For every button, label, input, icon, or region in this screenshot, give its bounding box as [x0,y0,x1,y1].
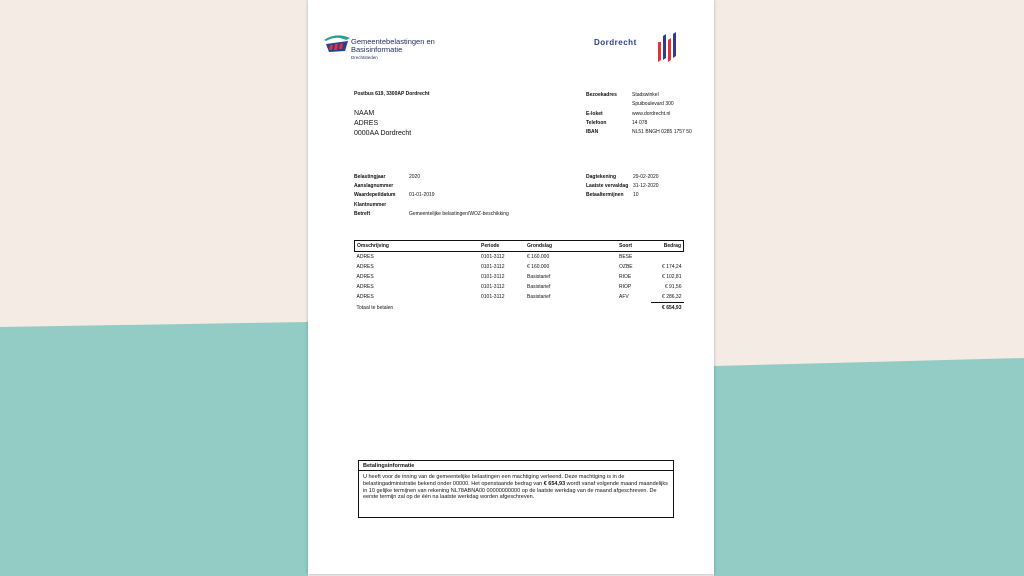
meta-value: 10 [633,192,639,198]
table-cell: ADRES [356,274,374,280]
column-header: Soort [617,241,651,252]
contact-label: Bezoekadres [586,92,617,98]
boat-logo-icon [322,32,352,56]
table-cell: Basistarief [527,284,551,290]
meta-label: Betreft [354,211,371,217]
table-cell: Basistarief [527,294,551,301]
table-cell: 0101-3112 [481,274,505,280]
table-cell: OZBE [619,264,633,270]
meta-value: 2020 [409,174,421,180]
table-cell: € 102,81 [662,274,682,280]
meta-label: Belastingjaar [354,174,386,180]
contact-value: NL51 BNGH 0285 1757 50 [632,129,692,135]
table-cell: ADRES [356,264,374,270]
payment-text-part1: U heeft voor de inning van de gemeentelijke belastingen een machtiging verleend. Deze machtiging is in de belastingadministratie bekend onder 00000. Het openstaande bedrag van [363,474,625,487]
payment-amount: € 654,93 [543,480,566,487]
meta-label: Waardepeildatum [354,192,396,198]
table-row [355,272,684,282]
meta-label: Aanslagnummer [354,183,394,189]
sender-address: Postbus 619, 3300AP Dordrecht [354,91,430,97]
gbd-logo-text [351,38,435,54]
table-row [355,282,684,292]
meta-value: Gemeentelijke belastingen/WOZ-beschikking [409,211,509,217]
table-cell: BESE [619,254,633,260]
table-cell: € 91,56 [664,284,682,290]
meta-value: 01-01-2019 [409,192,435,198]
total-label: Totaal te betalen [356,304,394,311]
recipient-postal: 0000AA Dordrecht [354,130,412,137]
table-cell: RIOE [619,274,632,280]
payment-text-part2: wordt vanaf volgende maand maandelijks in 10 gelijke termijnen van rekening NL78ABNA00 00000000000 op de laatste werkdag van de maand afgeschreven. De eerste termijn zal op de één na laatste werkdag worden afgeschreven. [363,480,668,501]
table-cell: € 160.000 [527,264,550,270]
table-row [355,262,684,272]
total-value: € 654,93 [662,305,682,311]
meta-label: Klantnummer [354,202,387,208]
gbd-logo-line1: Gemeentebelastingen en [351,37,435,46]
contact-value: www.dordrecht.nl [632,111,671,117]
gbd-logo-line2: Basisinformatie [351,45,403,54]
meta-value: 31-12-2020 [633,183,659,189]
table-cell: ADRES [356,254,374,260]
column-header: Grondslag [525,241,617,252]
meta-label: Dagtekening [586,174,617,180]
table-header-row [355,241,684,252]
table-cell: ADRES [356,284,374,290]
recipient-address: ADRES [354,120,379,127]
table-cell: 0101-3112 [481,284,505,290]
meta-label: Betaaltermijnen [586,192,624,198]
dordrecht-logo [594,30,684,62]
dordrecht-flag-icon [654,30,682,62]
dordrecht-logo-text: Dordrecht [594,38,637,47]
contact-label: E-loket [586,111,603,117]
contact-value: 14 078 [632,120,648,126]
contact-label: Telefoon [586,120,607,126]
recipient-name: NAAM [354,110,375,117]
gbd-logo-sub: Drechtsteden [351,55,378,60]
table-cell: 0101-3112 [481,264,505,270]
assessment-table [354,240,684,313]
meta-label: Laatste vervaldag [586,183,629,189]
contact-label: IBAN [586,129,599,135]
table-cell: € 286,32 [651,292,684,303]
contact-value: Spuiboulevard 300 [632,101,674,107]
column-header: Omschrijving [355,241,480,252]
table-row [355,252,684,263]
table-cell: AFV [619,294,629,301]
table-cell: 0101-3112 [481,254,505,260]
table-cell: € 160.000 [527,254,550,260]
payment-info-box [358,460,674,518]
table-cell: RIOP [619,284,632,290]
payment-info-title: Betalingsinformatie [363,463,415,469]
column-header: Periode [479,241,525,252]
payment-info-divider [359,470,673,471]
table-cell: Basistarief [527,274,551,280]
document-page [308,0,714,574]
table-cell: 0101-3112 [481,294,505,301]
table-cell: € 174,24 [662,264,682,270]
column-header: Bedrag [651,241,684,252]
payment-info-text [363,474,669,501]
contact-value: Stadswinkel [632,92,659,98]
table-cell: ADRES [356,294,374,301]
table-cell [651,252,684,263]
table-row [355,292,684,303]
table-total-row [355,303,684,314]
meta-value: 29-02-2020 [633,174,659,180]
gbd-logo [322,30,462,66]
